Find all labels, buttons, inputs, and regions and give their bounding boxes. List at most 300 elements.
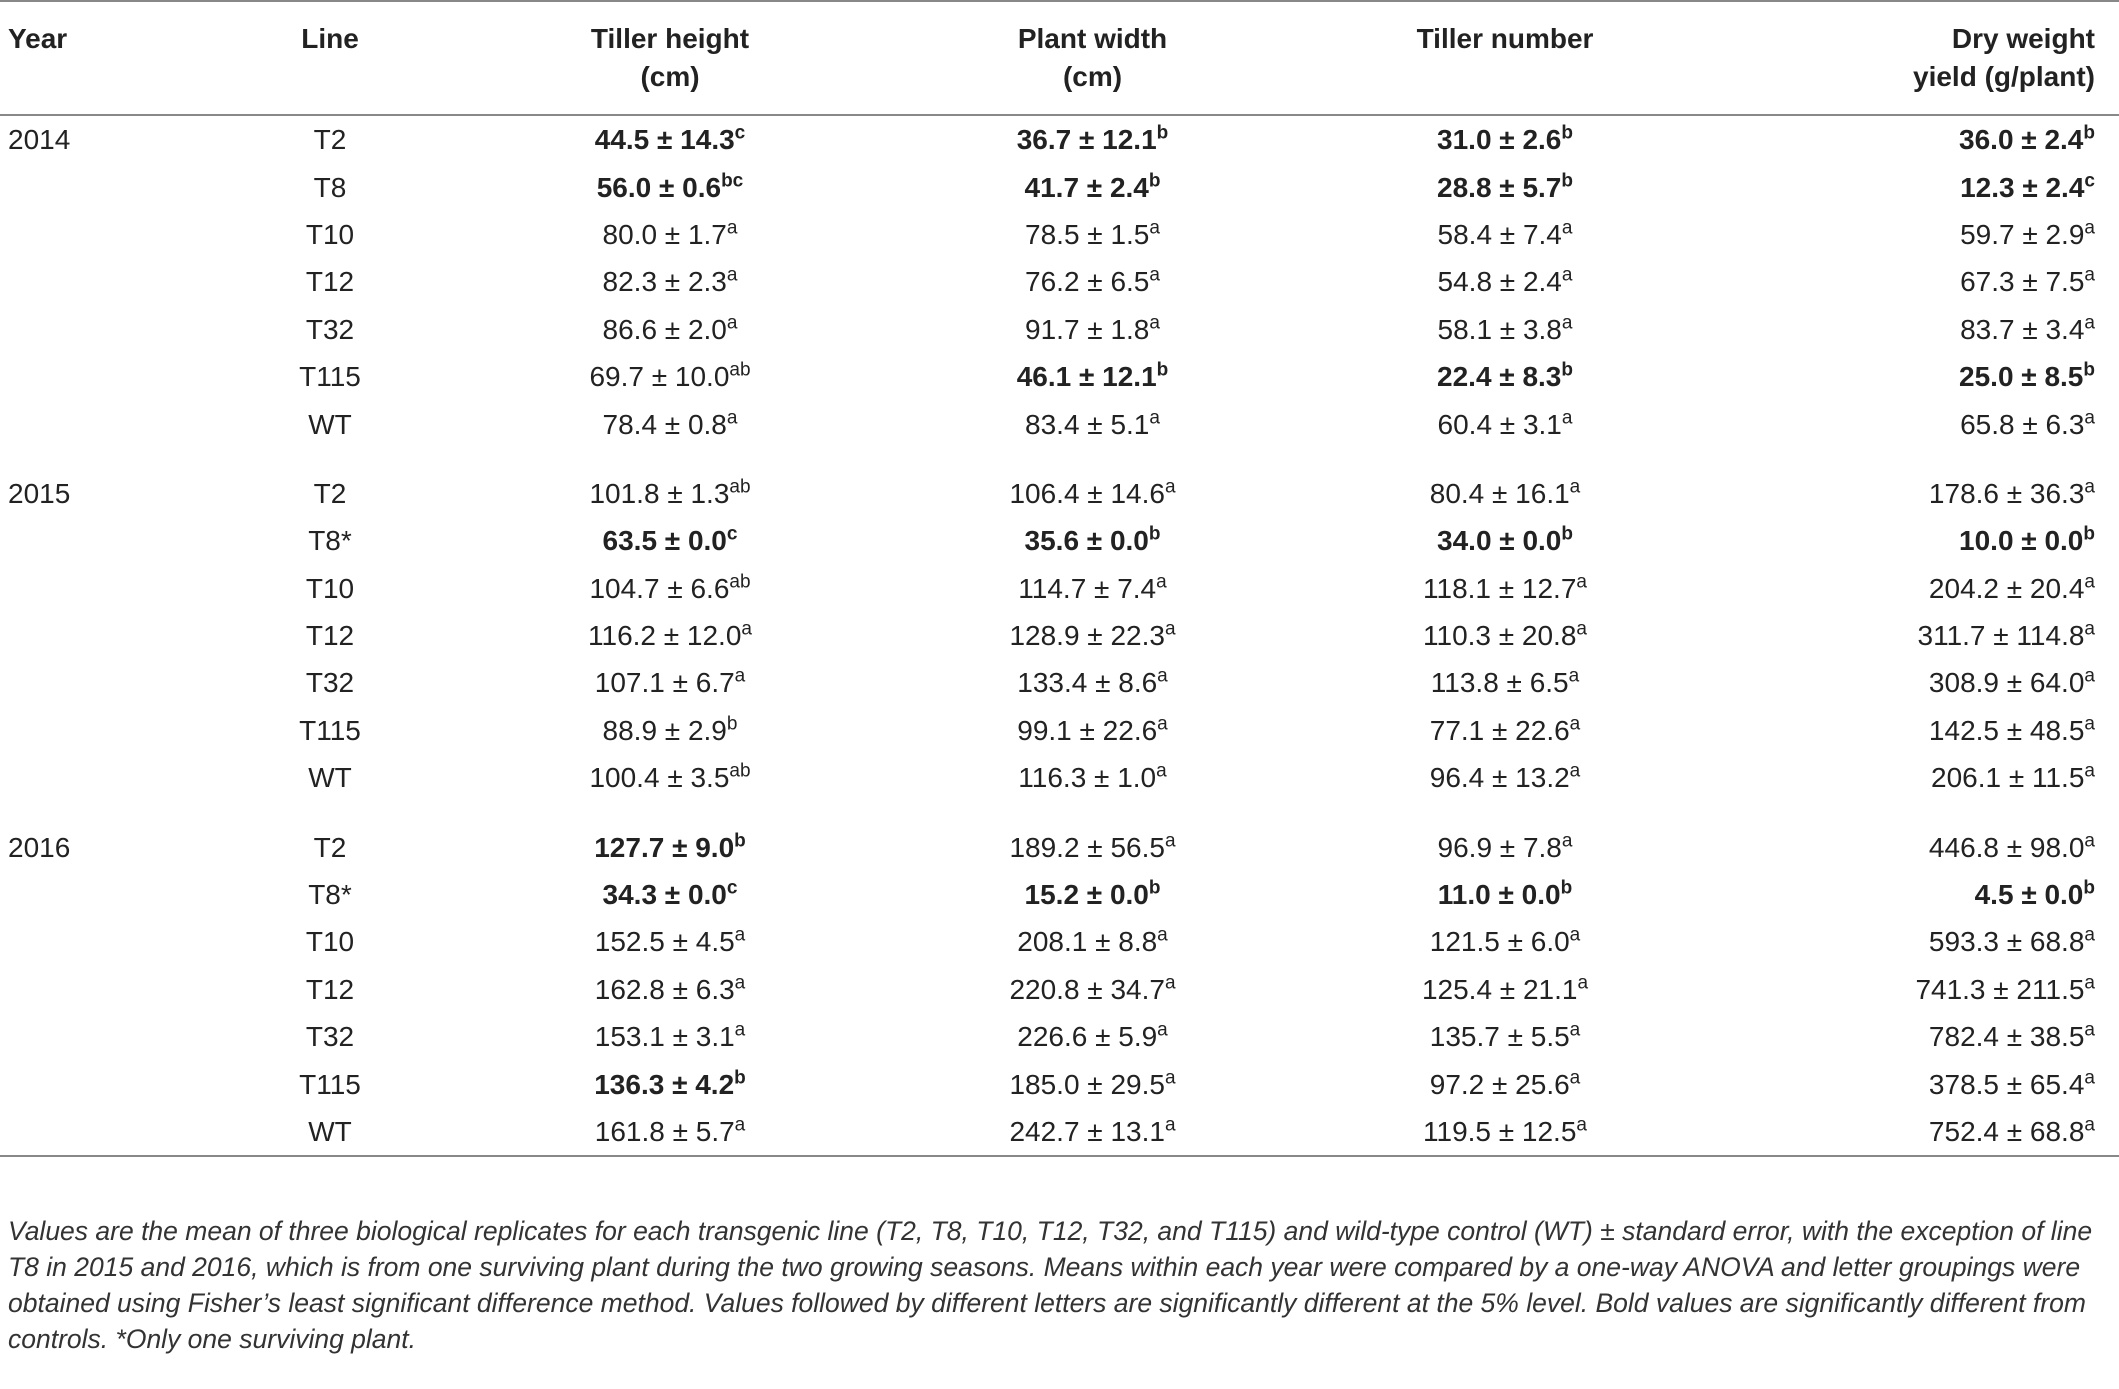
mean-se-value: 60.4 ± 3.1 <box>1437 408 1562 440</box>
dry-weight-yield-cell <box>1705 1013 2119 1060</box>
table-row <box>0 707 2119 754</box>
letter-group: a <box>1157 666 1168 688</box>
value-text <box>1009 1116 1175 1147</box>
tiller-height-cell <box>460 163 880 210</box>
plant-width-cell <box>880 1060 1305 1107</box>
mean-se-value: 28.8 ± 5.7 <box>1437 171 1562 203</box>
tiller-height-cell <box>460 115 880 163</box>
mean-se-value: 4.5 ± 0.0 <box>1974 879 2084 911</box>
plant-width-cell <box>880 400 1305 447</box>
letter-group: b <box>1561 523 1573 545</box>
value-text <box>1959 525 2095 556</box>
year-cell <box>0 400 200 447</box>
tiller-height-cell <box>460 306 880 353</box>
value-text <box>1975 879 2095 910</box>
letter-group: a <box>2084 830 2095 852</box>
value-text <box>1025 266 1160 297</box>
value-text <box>1438 314 1573 345</box>
line-cell: T2 <box>313 124 347 156</box>
letter-group: a <box>2084 407 2095 429</box>
letter-group: a <box>726 312 738 334</box>
plant-width-cell <box>880 1013 1305 1060</box>
mean-se-value: 782.4 ± 38.5 <box>1928 1021 2085 1053</box>
letter-group: c <box>726 877 738 899</box>
mean-se-value: 69.7 ± 10.0 <box>589 361 730 393</box>
line-cell: T12 <box>305 620 355 652</box>
value-text <box>1025 525 1161 556</box>
tiller-number-cell <box>1305 353 1705 400</box>
line-cell: T12 <box>305 973 355 1005</box>
mean-se-value: 189.2 ± 56.5 <box>1009 831 1165 863</box>
value-text <box>603 715 738 746</box>
mean-se-value: 67.3 ± 7.5 <box>1960 266 2085 298</box>
value-text <box>1430 926 1581 957</box>
tiller-number-cell <box>1305 1013 1705 1060</box>
letter-group: a <box>1569 476 1581 498</box>
letter-group: a <box>1164 1114 1176 1136</box>
value-text <box>1009 1069 1175 1100</box>
mean-se-value: 44.5 ± 14.3 <box>594 124 735 156</box>
value-text <box>1929 926 2095 957</box>
value-text <box>595 1021 746 1052</box>
letter-group: a <box>2084 618 2095 640</box>
mean-se-value: 114.7 ± 7.4 <box>1018 572 1157 604</box>
value-text <box>1438 266 1573 297</box>
mean-se-value: 34.3 ± 0.0 <box>602 879 727 911</box>
tiller-height-cell <box>460 823 880 870</box>
table-row <box>0 470 2119 517</box>
letter-group: ab <box>729 359 751 381</box>
header-plant-width: Plant width (cm) <box>880 1 1305 115</box>
tiller-height-cell <box>460 400 880 447</box>
value-text <box>595 974 746 1005</box>
mean-se-value: 86.6 ± 2.0 <box>602 313 727 345</box>
value-text <box>603 219 738 250</box>
dry-weight-yield-cell <box>1705 565 2119 612</box>
table-row <box>0 565 2119 612</box>
value-text <box>595 1116 746 1147</box>
year-cell <box>0 353 200 400</box>
mean-se-value: 152.5 ± 4.5 <box>594 926 735 958</box>
letter-group: a <box>1164 830 1176 852</box>
letter-group: a <box>2084 666 2095 688</box>
tiller-height-cell <box>460 258 880 305</box>
plant-width-cell <box>880 211 1305 258</box>
tiller-height-cell <box>460 1060 880 1107</box>
dry-weight-yield-cell <box>1705 612 2119 659</box>
mean-se-value: 593.3 ± 68.8 <box>1928 926 2085 958</box>
tiller-height-cell <box>460 211 880 258</box>
plant-width-cell <box>880 1108 1305 1156</box>
letter-group: a <box>734 666 746 688</box>
letter-group: a <box>1157 713 1168 735</box>
letter-group: b <box>734 1067 746 1089</box>
mean-se-value: 35.6 ± 0.0 <box>1024 525 1149 557</box>
table-row <box>0 1060 2119 1107</box>
mean-se-value: 308.9 ± 64.0 <box>1928 667 2085 699</box>
year-cell: 2014 <box>8 124 71 156</box>
mean-se-value: 46.1 ± 12.1 <box>1016 361 1157 393</box>
tiller-number-cell <box>1305 823 1705 870</box>
letter-group: a <box>1561 265 1573 287</box>
mean-se-value: 58.1 ± 3.8 <box>1437 313 1562 345</box>
year-cell <box>0 707 200 754</box>
mean-se-value: 25.0 ± 8.5 <box>1959 361 2084 393</box>
mean-se-value: 119.5 ± 12.5 <box>1423 1116 1577 1147</box>
header-tiller-height: Tiller height (cm) <box>460 1 880 115</box>
value-text <box>1025 219 1160 250</box>
plant-width-cell <box>880 163 1305 210</box>
letter-group: a <box>1157 925 1168 947</box>
letter-group: a <box>1164 972 1176 994</box>
dry-weight-yield-cell <box>1705 966 2119 1013</box>
letter-group: a <box>1568 666 1580 688</box>
mean-se-value: 96.4 ± 13.2 <box>1429 762 1570 794</box>
table-row <box>0 918 2119 965</box>
table-row <box>0 211 2119 258</box>
tiller-number-cell <box>1305 163 1705 210</box>
table-row <box>0 823 2119 870</box>
value-text <box>1017 715 1168 746</box>
value-text <box>1009 832 1175 863</box>
letter-group: b <box>2083 122 2095 144</box>
tiller-number-cell <box>1305 211 1705 258</box>
mean-se-value: 226.6 ± 5.9 <box>1017 1021 1158 1053</box>
value-text <box>1437 124 1573 155</box>
mean-se-value: 220.8 ± 34.7 <box>1009 973 1165 1005</box>
dry-weight-yield-cell <box>1705 211 2119 258</box>
mean-se-value: 121.5 ± 6.0 <box>1429 926 1570 958</box>
letter-group: c <box>726 523 738 545</box>
mean-se-value: 34.0 ± 0.0 <box>1437 525 1562 557</box>
value-text <box>589 361 750 392</box>
letter-group: a <box>2084 760 2095 782</box>
mean-se-value: 63.5 ± 0.0 <box>602 525 727 557</box>
value-text <box>1438 409 1573 440</box>
value-text <box>595 667 746 698</box>
mean-se-value: 107.1 ± 6.7 <box>594 667 735 699</box>
plant-width-cell <box>880 754 1305 801</box>
tiller-number-cell <box>1305 918 1705 965</box>
dry-weight-yield-cell <box>1705 400 2119 447</box>
mean-se-value: 65.8 ± 6.3 <box>1960 408 2085 440</box>
line-cell: T115 <box>299 1068 361 1100</box>
header-dry-weight-yield: Dry weight yield (g/plant) <box>1705 1 2119 115</box>
letter-group: a <box>1576 618 1587 640</box>
letter-group: a <box>734 972 746 994</box>
mean-se-value: 78.4 ± 0.8 <box>602 408 727 440</box>
mean-se-value: 101.8 ± 1.3 <box>589 477 730 509</box>
year-cell <box>0 517 200 564</box>
table-row <box>0 306 2119 353</box>
plant-width-cell <box>880 966 1305 1013</box>
mean-se-value: 161.8 ± 5.7 <box>594 1116 735 1147</box>
value-text <box>1009 620 1175 651</box>
mean-se-value: 12.3 ± 2.4 <box>1960 171 2085 203</box>
letter-group: ab <box>729 571 751 593</box>
letter-group: a <box>1156 571 1167 593</box>
value-text <box>1430 762 1581 793</box>
dry-weight-yield-cell <box>1705 754 2119 801</box>
value-text <box>1423 573 1587 604</box>
letter-group: a <box>1561 217 1573 239</box>
line-cell: T2 <box>313 831 347 863</box>
tiller-height-cell <box>460 1013 880 1060</box>
tiller-number-cell <box>1305 966 1705 1013</box>
table-row <box>0 754 2119 801</box>
header-year: Year <box>0 1 200 115</box>
table-row <box>0 115 2119 163</box>
year-cell <box>0 918 200 965</box>
line-cell: T8* <box>308 879 352 911</box>
value-text <box>594 832 746 863</box>
value-text <box>1025 879 1161 910</box>
mean-se-value: 88.9 ± 2.9 <box>602 714 727 746</box>
value-text <box>1960 219 2095 250</box>
line-cell: T115 <box>299 714 361 746</box>
value-text <box>589 573 750 604</box>
dry-weight-yield-cell <box>1705 823 2119 870</box>
mean-se-value: 204.2 ± 20.4 <box>1928 572 2085 604</box>
tiller-height-cell <box>460 659 880 706</box>
dry-weight-yield-cell <box>1705 163 2119 210</box>
mean-se-value: 242.7 ± 13.1 <box>1009 1116 1165 1147</box>
tiller-number-cell <box>1305 517 1705 564</box>
letter-group: a <box>2084 571 2095 593</box>
mean-se-value: 133.4 ± 8.6 <box>1017 667 1158 699</box>
letter-group: a <box>1569 1019 1581 1041</box>
mean-se-value: 97.2 ± 25.6 <box>1429 1068 1570 1100</box>
letter-group: b <box>1560 877 1573 899</box>
value-text <box>1915 974 2095 1005</box>
year-cell <box>0 1060 200 1107</box>
value-text <box>1430 715 1581 746</box>
letter-group: a <box>2084 972 2095 994</box>
line-cell: T115 <box>299 361 361 393</box>
value-text <box>1918 620 2095 651</box>
letter-group: b <box>726 713 738 735</box>
table-row <box>0 258 2119 305</box>
mean-se-value: 22.4 ± 8.3 <box>1437 361 1562 393</box>
dry-weight-yield-cell <box>1705 470 2119 517</box>
letter-group: b <box>2083 877 2095 899</box>
line-cell: WT <box>200 1108 460 1156</box>
value-text <box>595 124 746 155</box>
mean-se-value: 31.0 ± 2.6 <box>1437 124 1562 156</box>
dry-weight-yield-cell <box>1705 1060 2119 1107</box>
letter-group: a <box>726 407 738 429</box>
letter-group: a <box>1569 760 1581 782</box>
mean-se-value: 77.1 ± 22.6 <box>1429 714 1570 746</box>
mean-se-value: 113.8 ± 6.5 <box>1430 667 1569 699</box>
year-cell <box>0 612 200 659</box>
letter-group: a <box>1561 407 1573 429</box>
letter-group: b <box>2083 359 2095 381</box>
letter-group: a <box>2084 1114 2095 1136</box>
mean-se-value: 56.0 ± 0.6 <box>596 171 722 203</box>
table-row <box>0 871 2119 918</box>
value-text <box>1009 478 1175 509</box>
dry-weight-yield-cell <box>1705 353 2119 400</box>
value-text <box>1438 879 1572 910</box>
mean-se-value: 118.1 ± 12.7 <box>1423 572 1577 604</box>
line-cell: T12 <box>305 266 355 298</box>
tiller-height-cell <box>460 918 880 965</box>
letter-group: a <box>1149 217 1160 239</box>
value-text <box>1018 573 1166 604</box>
table-row <box>0 163 2119 210</box>
table-row <box>0 1108 2119 1156</box>
mean-se-value: 446.8 ± 98.0 <box>1928 831 2085 863</box>
line-cell: T8 <box>313 171 347 203</box>
value-text <box>603 525 738 556</box>
plant-width-cell <box>880 823 1305 870</box>
group-spacer <box>0 801 2119 823</box>
letter-group: a <box>1156 760 1167 782</box>
mean-se-value: 15.2 ± 0.0 <box>1024 879 1149 911</box>
plant-width-cell <box>880 353 1305 400</box>
dry-weight-yield-cell <box>1705 115 2119 163</box>
mean-se-value: 153.1 ± 3.1 <box>594 1021 735 1053</box>
value-text <box>1929 573 2095 604</box>
mean-se-value: 311.7 ± 114.8 <box>1917 620 2085 652</box>
tiller-number-cell <box>1305 871 1705 918</box>
value-text <box>1437 172 1573 203</box>
table-row <box>0 400 2119 447</box>
letter-group: a <box>1561 312 1573 334</box>
table-row <box>0 612 2119 659</box>
table-body <box>0 115 2119 1156</box>
value-text <box>603 409 738 440</box>
letter-group: ab <box>729 476 751 498</box>
dry-weight-yield-cell <box>1705 1108 2119 1156</box>
mean-se-value: 59.7 ± 2.9 <box>1960 218 2085 250</box>
mean-se-value: 206.1 ± 11.5 <box>1931 762 2085 794</box>
plant-width-cell <box>880 258 1305 305</box>
value-text <box>1931 762 2095 793</box>
value-text <box>1025 172 1161 203</box>
value-text <box>1929 1021 2095 1052</box>
letter-group: a <box>726 217 738 239</box>
line-cell: T8* <box>308 525 352 557</box>
letter-group: a <box>1164 618 1176 640</box>
year-cell <box>0 1013 200 1060</box>
value-text <box>1959 361 2095 392</box>
dry-weight-yield-cell <box>1705 258 2119 305</box>
letter-group: a <box>734 1114 746 1136</box>
value-text <box>1430 1069 1581 1100</box>
mean-se-value: 76.2 ± 6.5 <box>1025 266 1150 298</box>
letter-group: b <box>1148 170 1161 192</box>
tiller-height-cell <box>460 612 880 659</box>
letter-group: a <box>1149 312 1160 334</box>
letter-group: b <box>1148 877 1161 899</box>
letter-group: b <box>2083 523 2095 545</box>
tiller-number-cell <box>1305 306 1705 353</box>
line-cell: T10 <box>305 218 355 250</box>
value-text <box>1422 974 1588 1005</box>
mean-se-value: 91.7 ± 1.8 <box>1025 313 1150 345</box>
year-cell <box>0 659 200 706</box>
letter-group: a <box>1576 1114 1587 1136</box>
mean-se-value: 136.3 ± 4.2 <box>594 1068 735 1100</box>
value-text <box>588 620 752 651</box>
tiller-number-cell <box>1305 115 1705 163</box>
letter-group: a <box>2084 217 2095 239</box>
letter-group: c <box>2084 170 2095 192</box>
value-text <box>1423 620 1587 651</box>
letter-group: a <box>1149 407 1160 429</box>
letter-group: b <box>1156 359 1169 381</box>
mean-se-value: 83.4 ± 5.1 <box>1025 408 1150 440</box>
value-text <box>595 926 746 957</box>
tiller-height-cell <box>460 871 880 918</box>
line-cell: T10 <box>305 572 355 604</box>
mean-se-value: 96.9 ± 7.8 <box>1437 831 1562 863</box>
year-cell <box>0 966 200 1013</box>
value-text <box>1430 1021 1581 1052</box>
value-text <box>1017 926 1168 957</box>
dry-weight-yield-cell <box>1705 517 2119 564</box>
mean-se-value: 36.0 ± 2.4 <box>1959 124 2084 156</box>
dry-weight-yield-cell <box>1705 659 2119 706</box>
tiller-number-cell <box>1305 258 1705 305</box>
table-row <box>0 1013 2119 1060</box>
mean-se-value: 116.2 ± 12.0 <box>588 620 742 652</box>
mean-se-value: 116.3 ± 1.0 <box>1018 762 1157 794</box>
value-text <box>597 172 744 203</box>
year-cell <box>0 306 200 353</box>
letter-group: a <box>1569 1067 1581 1089</box>
plant-width-cell <box>880 707 1305 754</box>
letter-group: a <box>741 618 752 640</box>
value-text <box>1017 361 1169 392</box>
letter-group: b <box>734 830 746 852</box>
mean-se-value: 208.1 ± 8.8 <box>1017 926 1158 958</box>
tiller-number-cell <box>1305 707 1705 754</box>
value-text <box>589 762 750 793</box>
tiller-number-cell <box>1305 565 1705 612</box>
mean-se-value: 83.7 ± 3.4 <box>1960 313 2085 345</box>
value-text <box>1960 266 2095 297</box>
value-text <box>1960 314 2095 345</box>
letter-group: a <box>734 925 746 947</box>
year-cell <box>0 258 200 305</box>
value-text <box>589 478 750 509</box>
tiller-height-cell <box>460 565 880 612</box>
value-text <box>1017 1021 1168 1052</box>
value-text <box>1960 409 2095 440</box>
letter-group: a <box>726 265 738 287</box>
dry-weight-yield-cell <box>1705 306 2119 353</box>
line-cell: T32 <box>305 1021 355 1053</box>
letter-group: a <box>2084 265 2095 287</box>
letter-group: a <box>1576 571 1587 593</box>
mean-se-value: 125.4 ± 21.1 <box>1421 973 1578 1005</box>
mean-se-value: 106.4 ± 14.6 <box>1009 477 1165 509</box>
value-text <box>1929 715 2095 746</box>
table-row <box>0 517 2119 564</box>
table-caption: Values are the mean of three biological replicates for each transgenic line (T2, T8, T10, T12, T32, and T115) and wild-type control (WT) ± standard error, with the exception of line T8 in 2015 and 2016, which is from one surviving plant during the two growing seasons. Means within each year were compared by a one-way ANOVA and letter groupings were obtained using Fisher’s least significant difference method. Values followed by different letters are significantly different at the 5% level. Bold values are significantly different from controls. *Only one surviving plant. <box>8 1216 2093 1354</box>
plant-width-cell <box>880 565 1305 612</box>
tiller-number-cell <box>1305 1060 1705 1107</box>
letter-group: a <box>2084 312 2095 334</box>
value-text <box>1009 974 1175 1005</box>
year-cell: 2015 <box>8 477 71 509</box>
tiller-number-cell <box>1305 612 1705 659</box>
letter-group: a <box>2084 1019 2095 1041</box>
value-text <box>1025 409 1160 440</box>
